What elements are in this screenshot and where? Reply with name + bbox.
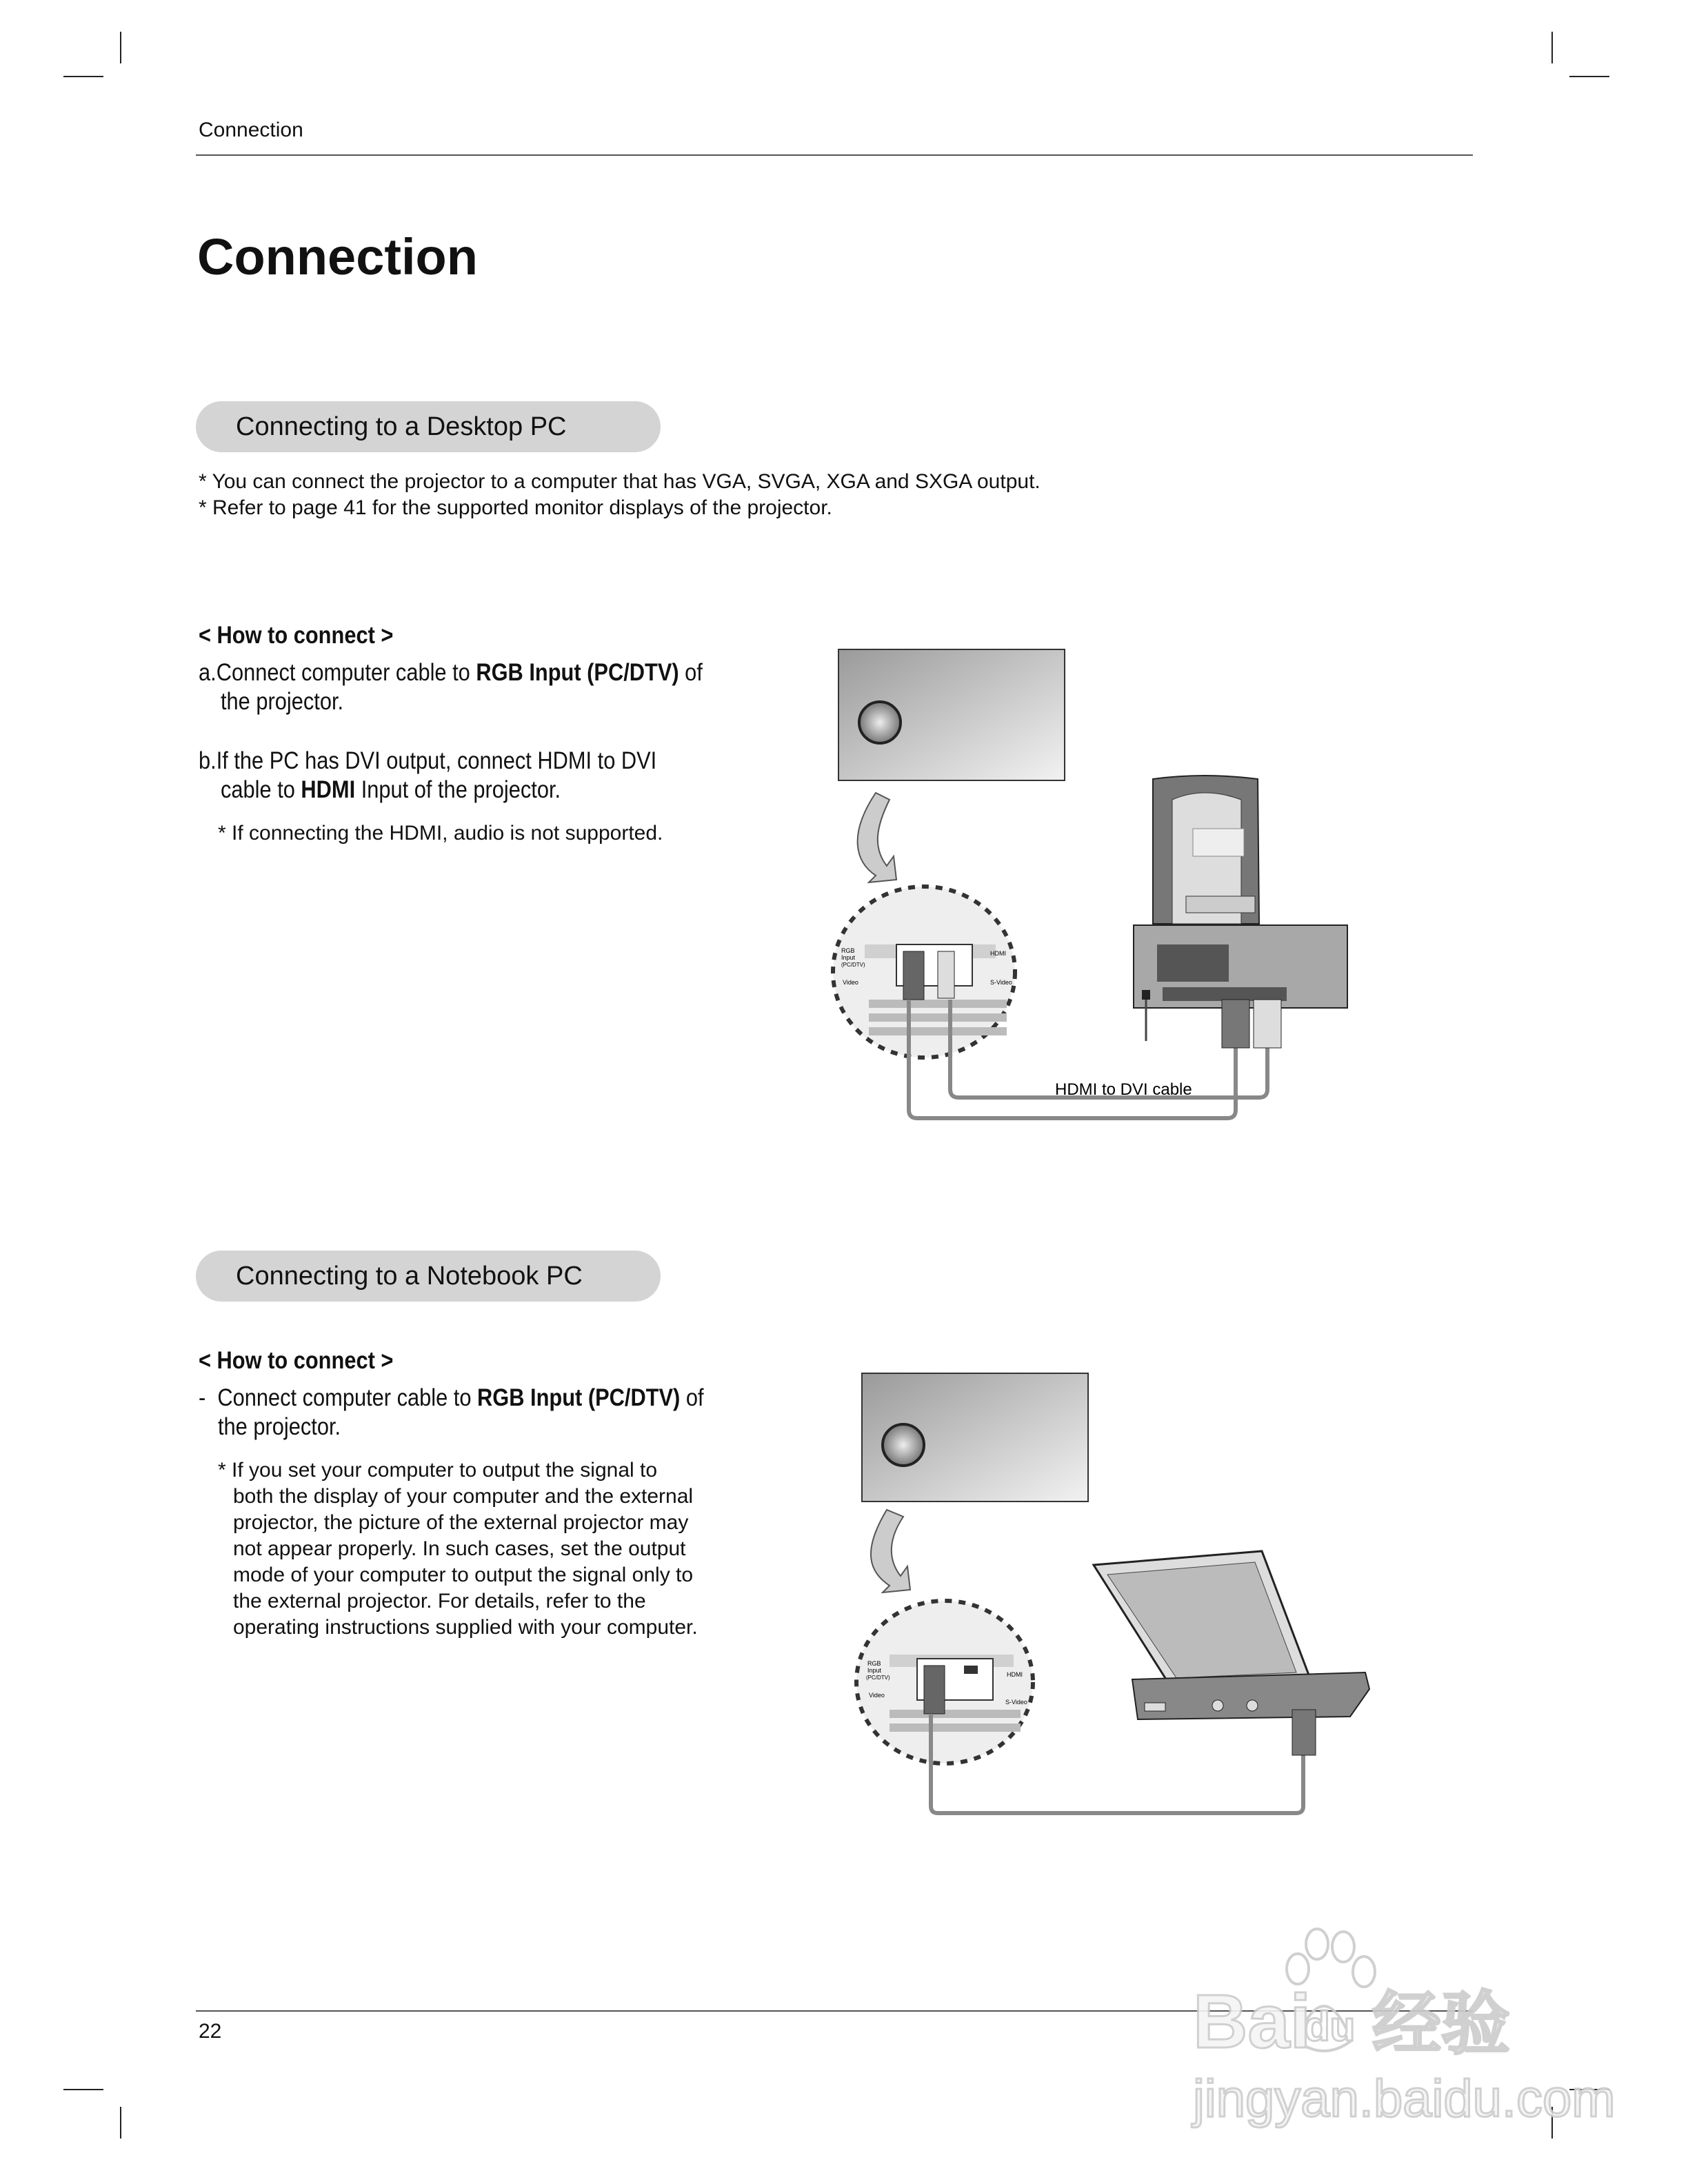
vga-connector	[1222, 1000, 1249, 1048]
step	[199, 1384, 704, 1412]
port-label-input: Input	[841, 954, 856, 961]
cable-label: HDMI to DVI cable	[1055, 1080, 1192, 1099]
section-heading-desktop	[196, 401, 661, 452]
note-line: mode of your computer to output the signal only to	[233, 1564, 694, 1586]
crop-mark	[63, 76, 103, 77]
step-text: Input of the projector.	[355, 776, 561, 803]
step-bold: HDMI	[301, 776, 356, 803]
port-label-svideo: S-Video	[1005, 1699, 1027, 1706]
step-bold: RGB Input (PC/DTV)	[477, 1384, 681, 1411]
step-text: cable to	[221, 776, 301, 803]
desktop-connection-diagram	[827, 641, 1365, 1124]
step-prefix: a.	[199, 659, 217, 686]
crop-mark	[120, 32, 121, 63]
step-bold: RGB Input (PC/DTV)	[476, 659, 679, 686]
note-line: both the display of your computer and the external	[233, 1485, 694, 1508]
step-text: Connect computer cable to	[217, 1384, 478, 1411]
projector-lens-icon	[883, 1424, 924, 1466]
page-number: 22	[199, 2020, 222, 2043]
port-label-video: Video	[843, 979, 858, 986]
running-header: Connection	[199, 119, 303, 141]
step-text: Connect computer cable to	[216, 659, 476, 686]
note-line: not appear properly. In such cases, set the output	[233, 1537, 686, 1560]
crop-mark	[1551, 32, 1553, 63]
port-label-pcdtv: (PC/DTV)	[866, 1675, 890, 1681]
step-line2: the projector.	[218, 1413, 341, 1440]
how-to-heading: < How to connect >	[199, 622, 394, 649]
step-b-note: * If connecting the HDMI, audio is not supported.	[218, 822, 663, 845]
zoom-arrow-icon	[871, 1510, 910, 1593]
crop-mark	[120, 2107, 121, 2138]
note-line: * If you set your computer to output the signal to	[218, 1459, 658, 1482]
step-prefix: b.	[199, 747, 217, 774]
svg-text:经验: 经验	[1372, 1985, 1510, 2063]
step-text: of	[680, 1384, 704, 1411]
step-b-line1	[199, 747, 656, 775]
zoom-arrow-icon	[858, 793, 896, 882]
baidu-watermark-logo	[1186, 1923, 1616, 2130]
note-line: the external projector. For details, refer to the	[233, 1590, 646, 1612]
crop-mark	[1569, 76, 1609, 77]
page-title: Connection	[197, 228, 478, 285]
notebook-connection-diagram	[848, 1365, 1386, 1820]
port-label-hdmi: HDMI	[1007, 1671, 1023, 1678]
crop-mark	[63, 2089, 103, 2090]
svg-text:du: du	[1305, 2003, 1356, 2050]
port-label-video: Video	[869, 1692, 885, 1699]
port-label-input: Input	[867, 1667, 882, 1674]
port-label-rgb: RGB	[867, 1660, 881, 1667]
section-title: Connecting to a Notebook PC	[236, 1262, 583, 1291]
step-prefix: -	[199, 1384, 206, 1411]
port-label-rgb: RGB	[841, 947, 855, 954]
port-label-svideo: S-Video	[990, 979, 1012, 986]
section-title: Connecting to a Desktop PC	[236, 412, 567, 441]
step-text: If the PC has DVI output, connect HDMI to DVI	[216, 747, 657, 774]
note-line: operating instructions supplied with your computer.	[233, 1616, 698, 1639]
section-heading-notebook	[196, 1251, 661, 1302]
header-rule	[196, 154, 1473, 156]
step-text: of	[679, 659, 703, 686]
step-b-line2	[221, 776, 561, 804]
port-label-pcdtv: (PC/DTV)	[841, 962, 865, 968]
projector-lens-icon	[859, 702, 901, 743]
note: * You can connect the projector to a computer that has VGA, SVGA, XGA and SXGA output.	[199, 470, 1041, 493]
how-to-heading: < How to connect >	[199, 1347, 394, 1374]
notebook-pc-illustration	[1094, 1551, 1369, 1719]
dvi-connector	[1254, 1000, 1281, 1048]
svg-text:jingyan.baidu.com: jingyan.baidu.com	[1193, 2070, 1616, 2128]
port-label-hdmi: HDMI	[990, 950, 1006, 957]
note: * Refer to page 41 for the supported monitor displays of the projector.	[199, 496, 832, 519]
step-a	[199, 659, 703, 687]
svg-text:Bai: Bai	[1193, 1979, 1312, 2064]
vga-connector	[1292, 1710, 1316, 1755]
note-line: projector, the picture of the external projector may	[233, 1511, 689, 1534]
step-a-line2: the projector.	[221, 688, 344, 715]
